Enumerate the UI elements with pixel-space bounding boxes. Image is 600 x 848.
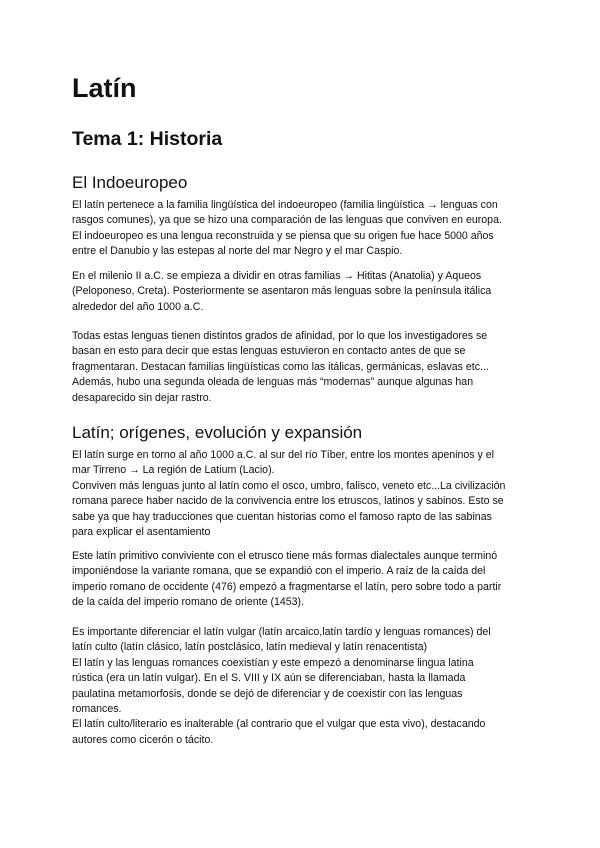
- text-line: fragmentaran. Destacan familias lingüísticas como las itálicas, germánicas, eslavas etc...: [72, 360, 489, 373]
- text-line: entre el Danubio y las estepas al norte del mar Negro y el mar Caspio.: [72, 245, 403, 258]
- text-line: Es importante diferenciar el latín vulgar (latín arcaico,latín tardío y lenguas romances) del: [72, 626, 491, 638]
- text-line: paulatina metamorfosis, donde se dejó de diferenciar y de coexistir con las lenguas: [72, 687, 463, 700]
- paragraph: [72, 198, 534, 260]
- text-line: rasgos comunes), ya que se hizo una comparación de las lenguas que conviven en europa.: [72, 214, 502, 227]
- section-heading-latin-origenes: Latín; orígenes, evolución y expansión: [72, 423, 363, 442]
- paragraph: [72, 329, 534, 406]
- text-line: rústica (era un latín vulgar). En el S. VIII y IX aún se diferenciaban, hasta la llamada: [72, 672, 466, 685]
- text-line: romances.: [72, 702, 122, 715]
- text-line: El indoeuropeo es una lengua reconstruida y se piensa que su origen fue hace 5000 años: [72, 229, 494, 242]
- text-line: autores como cicerón o tácito.: [72, 733, 214, 746]
- text-line: El latín y las lenguas romances coexistían y este empezó a denominarse lingua latina: [72, 656, 474, 669]
- paragraph: [72, 448, 534, 540]
- text-line: mar Tirreno → La región de Latium (Lacio).: [72, 464, 275, 477]
- text-line: imperio romano de occidente (476) empezó a fragmentarse el latín, pero sobre todo a partir: [72, 580, 502, 593]
- text-line: Este latín primitivo conviviente con el etrusco tiene más formas dialectales aunque terminó: [72, 550, 498, 562]
- text-line: Todas estas lenguas tienen distintos grados de afinidad, por lo que los investigadores se: [72, 330, 488, 342]
- text-line: Además, hubo una segunda oleada de lenguas más “modernas” aunque algunas han: [72, 376, 474, 389]
- text-line: En el milenio II a.C. se empieza a dividir en otras familias → Hititas (Anatolia) y Aqueos: [72, 270, 482, 282]
- text-line: romana parece haber nacido de la convivencia entre los etruscos, latinos y sabinos. Esto se: [72, 495, 504, 508]
- text-line: imponiéndose la variante romana, que se expandió con el imperio. A raíz de la caída del: [72, 565, 486, 578]
- text-line: para explicar el asentamiento: [72, 525, 211, 538]
- text-line: El latín culto/literario es inalterable (al contrario que el vulgar que esta vivo), destacando: [72, 718, 486, 731]
- paragraph: [72, 549, 534, 611]
- document-title: Latín: [72, 73, 137, 103]
- text-line: de la caída del imperio romano de oriente (1453).: [72, 596, 305, 609]
- text-line: (Peloponeso, Creta). Posteriormente se asentaron más lenguas sobre la península itálica: [72, 285, 492, 298]
- text-line: desaparecido sin dejar rastro.: [72, 391, 212, 404]
- text-line: Conviven más lenguas junto al latín como el osco, umbro, falisco, veneto etc...La civilización: [72, 479, 506, 492]
- text-line: El latín pertenece a la familia lingüística del indoeuropeo (familia lingüística → lenguas con: [72, 199, 498, 211]
- paragraph: [72, 625, 534, 748]
- text-line: El latín surge en torno al año 1000 a.C. al sur del río Tíber, entre los montes apeninos y el: [72, 449, 495, 461]
- section-heading-indoeuropeo: El Indoeuropeo: [72, 173, 188, 192]
- text-line: sabe ya que hay traducciones que cuentan historias como el famoso rapto de las sabinas: [72, 510, 492, 523]
- text-line: basan en esto para decir que estas lenguas estuvieron en contacto antes de que se: [72, 345, 466, 358]
- text-line: alrededor del año 1000 a.C.: [72, 300, 204, 313]
- chapter-heading: Tema 1: Historia: [72, 128, 223, 150]
- text-line: latín culto (latín clásico, latín postclásico, latín medieval y latín renacentista): [72, 641, 428, 654]
- paragraph: [72, 269, 534, 315]
